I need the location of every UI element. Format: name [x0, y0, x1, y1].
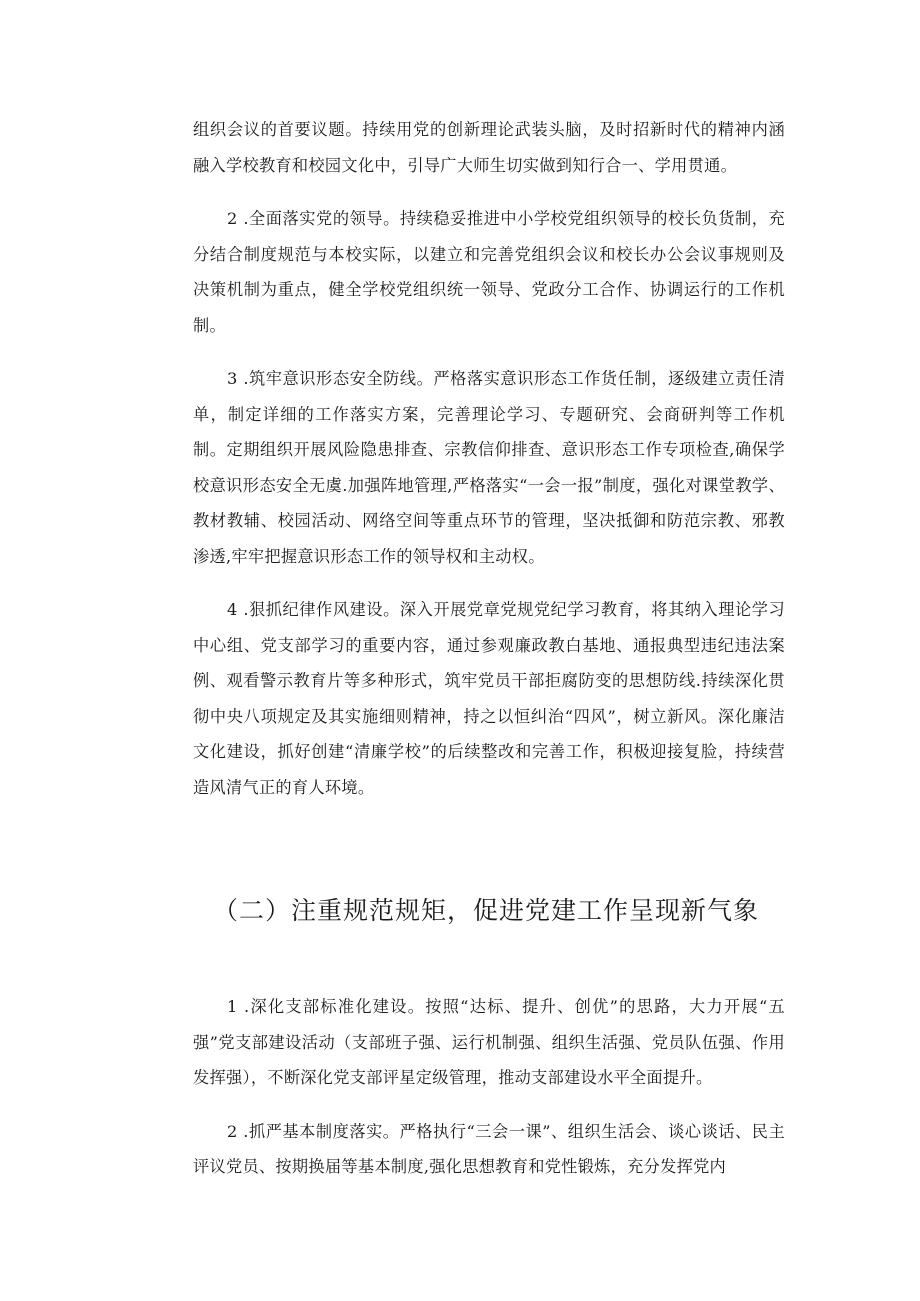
- document-page: [193, 112, 785, 1185]
- paragraph-party-leadership: 2 .全面落实党的领导。持续稳妥推进中小学校党组织领导的校长负货制，充分结合制度规范与本校实际，以建立和完善党组织会议和校长办公会议事规则及决策机制为重点，健全学校党组织统一领导、党政分工合作、协调运行的工作机制。: [193, 209, 785, 335]
- paragraph-basic-systems: 2 .抓严基本制度落实。严格执行“三会一课”、组织生活会、谈心谈话、民主评议党员、按期换届等基本制度,强化思想教育和党性锻炼，充分发挥党内: [193, 1121, 785, 1176]
- paragraph-discipline: 4 .狠抓纪律作风建设。深入开展党章党规党纪学习教育，将其纳入理论学习中心组、党支部学习的重要内容，通过参观廉政教白基地、通报典型违纪违法案例、观看警示教育片等多种形式，筑牢党员干部拒腐防变的思想防线.持续深化贯彻中央八项规定及其实施细则精神，持之以恒纠治“四风”，树立新风。深化廉洁文化建设，抓好创建“清廉学校”的后续整改和完善工作，积极迎接复脸，持续营造风清气正的育人环境。: [193, 600, 785, 797]
- section-heading: （二）注重规范规矩，促进党建工作呈现新气象: [213, 896, 760, 925]
- paragraph-continued: 组织会议的首要议题。持续用党的创新理论武装头脑，及时招新时代的精神内涵融入学校教育和校园文化中，引导广大师生切实做到知行合一、学用贯通。: [193, 120, 785, 175]
- paragraph-ideology-security: 3 .筑牢意识形态安全防线。严格落实意识形态工作货任制，逐级建立责任清单，制定详细的工作落实方案，完善理论学习、专题研究、会商研判等工作机制。定期组织开展风险隐患排查、宗教信仰排查、意识形态工作专项检查,确保学校意识形态安全无虞.加强阵地管理,严格落实“一会一报”制度，强化对课堂教学、教材教辅、校园活动、网络空间等重点环节的管理，坚决抵御和防范宗教、邪教渗透,牢牢把握意识形态工作的领导权和主动权。: [193, 369, 785, 566]
- paragraph-branch-standardization: 1 .深化支部标准化建设。按照“达标、提升、创优”的思路，大力开展“五强”党支部建设活动（支部班子强、运行机制强、组织生活强、党员队伍强、作用发挥强），不断深化党支部评星定级管理，推动支部建设水平全面提升。: [193, 997, 785, 1087]
